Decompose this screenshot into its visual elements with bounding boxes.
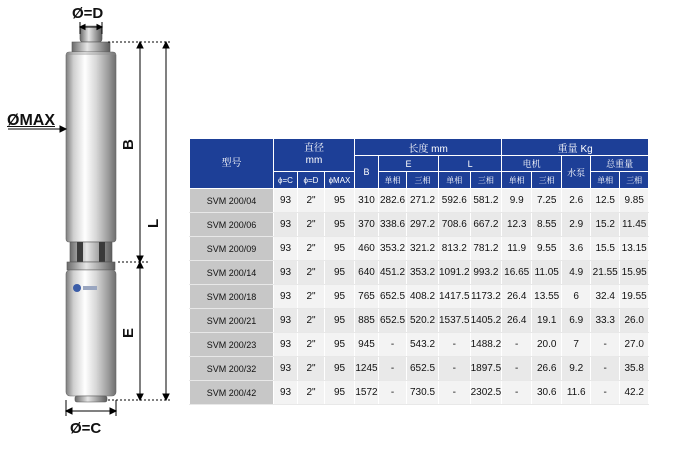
header-e-single: 单相 bbox=[379, 172, 407, 189]
cell-length-e-single: 652.5 bbox=[379, 309, 407, 333]
cell-length-e-three: 321.2 bbox=[407, 237, 439, 261]
cell-length-e-single: 282.6 bbox=[379, 189, 407, 213]
header-l-single: 单相 bbox=[439, 172, 471, 189]
header-e-three: 三相 bbox=[407, 172, 439, 189]
specifications-table bbox=[189, 138, 649, 405]
cell-length-b: 1572 bbox=[355, 381, 379, 405]
cell-motor-single: 26.4 bbox=[502, 285, 532, 309]
cell-diameter-max: 95 bbox=[325, 213, 355, 237]
cell-motor-single: 16.65 bbox=[502, 261, 532, 285]
cell-total-single: - bbox=[591, 357, 620, 381]
cell-length-l-single: 1091.2 bbox=[439, 261, 471, 285]
table-row bbox=[190, 333, 649, 357]
cell-motor-three: 11.05 bbox=[532, 261, 562, 285]
cell-total-single: 15.2 bbox=[591, 213, 620, 237]
label-dimension-l: L bbox=[145, 218, 162, 228]
cell-pump-weight: 2.6 bbox=[562, 189, 591, 213]
dimension-c bbox=[66, 400, 116, 416]
header-l: L bbox=[439, 156, 502, 172]
cell-diameter-max: 95 bbox=[325, 309, 355, 333]
cell-length-e-three: 520.2 bbox=[407, 309, 439, 333]
cell-total-single: 21.55 bbox=[591, 261, 620, 285]
cell-length-e-three: 730.5 bbox=[407, 381, 439, 405]
cell-length-e-three: 271.2 bbox=[407, 189, 439, 213]
cell-model: SVM 200/14 bbox=[190, 261, 274, 285]
cell-diameter-max: 95 bbox=[325, 357, 355, 381]
cell-length-l-single: - bbox=[439, 381, 471, 405]
table-row bbox=[190, 213, 649, 237]
cell-diameter-d: 2" bbox=[298, 189, 325, 213]
header-total: 总重量 bbox=[591, 156, 649, 172]
header-b: B bbox=[355, 156, 379, 189]
cell-motor-single: - bbox=[502, 381, 532, 405]
cell-length-b: 640 bbox=[355, 261, 379, 285]
cell-motor-three: 8.55 bbox=[532, 213, 562, 237]
pump-dimension-figure bbox=[0, 0, 190, 446]
cell-diameter-max: 95 bbox=[325, 381, 355, 405]
cell-diameter-d: 2" bbox=[298, 333, 325, 357]
cell-total-three: 26.0 bbox=[620, 309, 649, 333]
cell-motor-three: 26.6 bbox=[532, 357, 562, 381]
cell-length-b: 370 bbox=[355, 213, 379, 237]
cell-motor-three: 19.1 bbox=[532, 309, 562, 333]
cell-motor-three: 9.55 bbox=[532, 237, 562, 261]
label-diameter-d: Ø=D bbox=[72, 5, 104, 22]
cell-length-l-three: 1488.2 bbox=[470, 333, 502, 357]
label-diameter-c: Ø=C bbox=[70, 420, 102, 437]
cell-length-l-three: 781.2 bbox=[470, 237, 502, 261]
header-phi-max: ϕMAX bbox=[325, 172, 355, 189]
cell-diameter-c: 93 bbox=[274, 333, 298, 357]
cell-model: SVM 200/42 bbox=[190, 381, 274, 405]
cell-total-three: 19.55 bbox=[620, 285, 649, 309]
cell-diameter-d: 2" bbox=[298, 261, 325, 285]
header-length: 长度 mm bbox=[355, 139, 502, 156]
cell-total-three: 27.0 bbox=[620, 333, 649, 357]
cell-diameter-max: 95 bbox=[325, 333, 355, 357]
cell-motor-single: - bbox=[502, 333, 532, 357]
cell-length-e-single: - bbox=[379, 333, 407, 357]
cell-model: SVM 200/32 bbox=[190, 357, 274, 381]
cell-total-single: 15.5 bbox=[591, 237, 620, 261]
cell-diameter-d: 2" bbox=[298, 381, 325, 405]
header-motor-single: 单相 bbox=[502, 172, 532, 189]
cell-total-single: 12.5 bbox=[591, 189, 620, 213]
cell-total-single: - bbox=[591, 381, 620, 405]
cell-pump-weight: 7 bbox=[562, 333, 591, 357]
cell-length-l-three: 1897.5 bbox=[470, 357, 502, 381]
cell-length-l-three: 1405.2 bbox=[470, 309, 502, 333]
cell-motor-single: 11.9 bbox=[502, 237, 532, 261]
label-dimension-e: E bbox=[120, 327, 137, 338]
cell-diameter-c: 93 bbox=[274, 237, 298, 261]
cell-pump-weight: 11.6 bbox=[562, 381, 591, 405]
cell-length-l-three: 667.2 bbox=[470, 213, 502, 237]
cell-pump-weight: 2.9 bbox=[562, 213, 591, 237]
cell-length-l-three: 993.2 bbox=[470, 261, 502, 285]
cell-model: SVM 200/21 bbox=[190, 309, 274, 333]
cell-length-e-single: 353.2 bbox=[379, 237, 407, 261]
header-phi-d: ϕ=D bbox=[298, 172, 325, 189]
cell-diameter-d: 2" bbox=[298, 309, 325, 333]
cell-length-l-single: 1417.5 bbox=[439, 285, 471, 309]
table-row bbox=[190, 357, 649, 381]
cell-model: SVM 200/06 bbox=[190, 213, 274, 237]
header-diameter bbox=[274, 139, 355, 172]
cell-pump-weight: 6 bbox=[562, 285, 591, 309]
cell-model: SVM 200/04 bbox=[190, 189, 274, 213]
cell-total-three: 11.45 bbox=[620, 213, 649, 237]
cell-total-single: 32.4 bbox=[591, 285, 620, 309]
cell-length-b: 310 bbox=[355, 189, 379, 213]
cell-length-b: 1245 bbox=[355, 357, 379, 381]
cell-diameter-max: 95 bbox=[325, 261, 355, 285]
cell-length-l-single: 1537.5 bbox=[439, 309, 471, 333]
cell-diameter-d: 2" bbox=[298, 213, 325, 237]
table-row bbox=[190, 261, 649, 285]
cell-length-e-three: 652.5 bbox=[407, 357, 439, 381]
cell-diameter-c: 93 bbox=[274, 213, 298, 237]
cell-diameter-c: 93 bbox=[274, 285, 298, 309]
cell-total-three: 35.8 bbox=[620, 357, 649, 381]
cell-length-b: 885 bbox=[355, 309, 379, 333]
label-diameter-max: ØMAX bbox=[7, 112, 55, 129]
header-motor-three: 三相 bbox=[532, 172, 562, 189]
cell-total-three: 15.95 bbox=[620, 261, 649, 285]
table-row bbox=[190, 189, 649, 213]
cell-length-b: 460 bbox=[355, 237, 379, 261]
header-pump: 水泵 bbox=[562, 156, 591, 189]
cell-length-e-single: - bbox=[379, 357, 407, 381]
cell-length-l-single: - bbox=[439, 357, 471, 381]
header-total-three: 三相 bbox=[620, 172, 649, 189]
cell-length-e-three: 408.2 bbox=[407, 285, 439, 309]
cell-motor-single: 9.9 bbox=[502, 189, 532, 213]
cell-diameter-max: 95 bbox=[325, 285, 355, 309]
cell-diameter-d: 2" bbox=[298, 237, 325, 261]
cell-pump-weight: 9.2 bbox=[562, 357, 591, 381]
cell-length-l-single: 592.6 bbox=[439, 189, 471, 213]
cell-length-e-single: 451.2 bbox=[379, 261, 407, 285]
header-phi-c: ϕ=C bbox=[274, 172, 298, 189]
cell-total-three: 42.2 bbox=[620, 381, 649, 405]
cell-length-e-single: - bbox=[379, 381, 407, 405]
cell-pump-weight: 6.9 bbox=[562, 309, 591, 333]
header-weight: 重量 Kg bbox=[502, 139, 649, 156]
cell-diameter-c: 93 bbox=[274, 309, 298, 333]
cell-length-l-three: 581.2 bbox=[470, 189, 502, 213]
cell-length-e-three: 353.2 bbox=[407, 261, 439, 285]
header-diameter-unit: mm bbox=[305, 155, 323, 166]
table-row bbox=[190, 285, 649, 309]
cell-diameter-d: 2" bbox=[298, 285, 325, 309]
header-diameter-label: 直径 bbox=[304, 143, 324, 154]
cell-motor-single: - bbox=[502, 357, 532, 381]
header-motor: 电机 bbox=[502, 156, 562, 172]
cell-length-b: 945 bbox=[355, 333, 379, 357]
cell-model: SVM 200/18 bbox=[190, 285, 274, 309]
cell-diameter-max: 95 bbox=[325, 189, 355, 213]
cell-total-single: 33.3 bbox=[591, 309, 620, 333]
cell-length-l-single: 708.6 bbox=[439, 213, 471, 237]
label-dimension-b: B bbox=[120, 139, 137, 150]
cell-length-e-three: 543.2 bbox=[407, 333, 439, 357]
table-row bbox=[190, 237, 649, 261]
cell-diameter-max: 95 bbox=[325, 237, 355, 261]
header-total-single: 单相 bbox=[591, 172, 620, 189]
cell-motor-three: 20.0 bbox=[532, 333, 562, 357]
cell-length-e-single: 338.6 bbox=[379, 213, 407, 237]
cell-diameter-d: 2" bbox=[298, 357, 325, 381]
cell-length-l-three: 1173.2 bbox=[470, 285, 502, 309]
cell-diameter-c: 93 bbox=[274, 189, 298, 213]
cell-length-l-single: 813.2 bbox=[439, 237, 471, 261]
header-l-three: 三相 bbox=[470, 172, 502, 189]
pump-image bbox=[66, 26, 116, 402]
cell-model: SVM 200/09 bbox=[190, 237, 274, 261]
cell-motor-single: 26.4 bbox=[502, 309, 532, 333]
table-row bbox=[190, 309, 649, 333]
cell-motor-three: 7.25 bbox=[532, 189, 562, 213]
cell-total-three: 9.85 bbox=[620, 189, 649, 213]
cell-diameter-c: 93 bbox=[274, 357, 298, 381]
cell-motor-three: 30.6 bbox=[532, 381, 562, 405]
cell-length-e-single: 652.5 bbox=[379, 285, 407, 309]
header-row-1 bbox=[190, 139, 649, 156]
cell-model: SVM 200/23 bbox=[190, 333, 274, 357]
cell-total-three: 13.15 bbox=[620, 237, 649, 261]
cell-length-b: 765 bbox=[355, 285, 379, 309]
cell-pump-weight: 4.9 bbox=[562, 261, 591, 285]
cell-pump-weight: 3.6 bbox=[562, 237, 591, 261]
cell-motor-three: 13.55 bbox=[532, 285, 562, 309]
cell-total-single: - bbox=[591, 333, 620, 357]
cell-diameter-c: 93 bbox=[274, 381, 298, 405]
header-model: 型号 bbox=[190, 139, 274, 189]
cell-motor-single: 12.3 bbox=[502, 213, 532, 237]
header-e: E bbox=[379, 156, 439, 172]
cell-length-l-three: 2302.5 bbox=[470, 381, 502, 405]
cell-length-l-single: - bbox=[439, 333, 471, 357]
cell-diameter-c: 93 bbox=[274, 261, 298, 285]
table-row bbox=[190, 381, 649, 405]
cell-length-e-three: 297.2 bbox=[407, 213, 439, 237]
table-body bbox=[190, 189, 649, 405]
